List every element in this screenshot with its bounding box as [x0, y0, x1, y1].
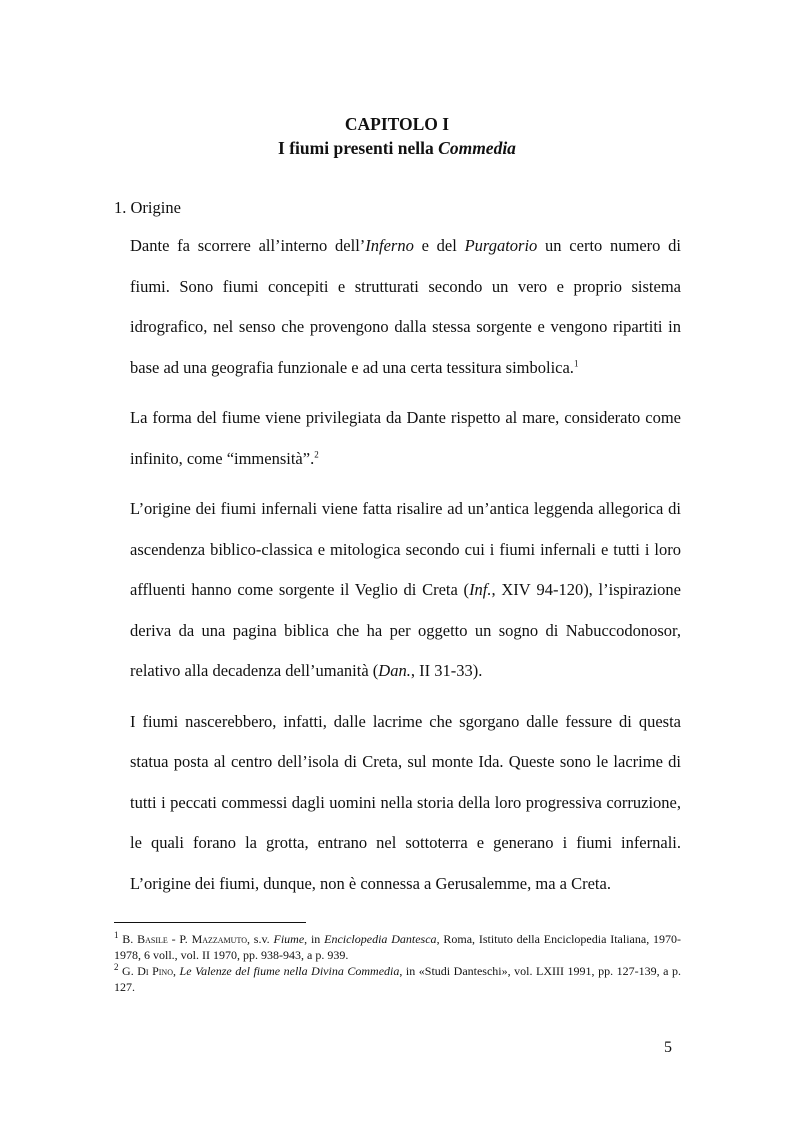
- chapter-label: CAPITOLO I: [344, 114, 450, 134]
- footnote-ref-1[interactable]: 1: [573, 358, 579, 368]
- paragraph-4: I fiumi nascerebbero, infatti, dalle lacrime che sgorgano dalle fessure di questa statua posta al centro dell’isola di Creta, sul monte Ida. Queste sono le lacrime di tutti i peccati commessi dagli uomini nella storia della loro progressiva corruzione, le quali forano la grotta, entrano nel sottoterra e generano i fiumi infernali. L’origine dei fiumi, dunque, non è connessa a Gerusalemme, ma a Creta.: [130, 711, 681, 893]
- footnotes: [114, 931, 681, 995]
- body-text: [130, 226, 681, 904]
- footnote-1: $^1$ B. Basile - P. Mazzamuto, s.v. Fiume, in Enciclopedia Dantesca, Roma, Istituto della Enciclopedia Italiana, 1970-1978, 6 voll., vol. II 1970, pp. 938-943, a p. 939.: [114, 930, 681, 962]
- paragraph-1: Dante fa scorrere all’interno dell’Inferno e del Purgatorio un certo numero di fiumi. Sono fiumi concepiti e strutturati secondo un vero e proprio sistema idrografico, nel senso che provengono dalla stessa sorgente e vengono ripartiti in base ad una geografia funzionale e ad una certa tessitura simbolica.$^1$: [130, 236, 681, 377]
- paragraph-3: L’origine dei fiumi infernali viene fatta risalire ad un’antica leggenda allegorica di ascendenza biblico-classica e mitologica secondo cui i fiumi infernali e tutti i loro affluenti hanno come sorgente il Veglio di Creta (Inf., XIV 94-120), l’ispirazione deriva da una pagina biblica che ha per oggetto un sogno di Nabuccodonosor, relativo alla decadenza dell’umanità (Dan., II 31-33).: [130, 499, 681, 680]
- paragraph-2: La forma del fiume viene privilegiata da Dante rispetto al mare, considerato come infinito, come “immensità”.$^2$: [130, 408, 681, 468]
- chapter-heading: [0, 112, 794, 160]
- page-number: 5: [664, 1039, 672, 1056]
- footnote-ref-2[interactable]: 2: [314, 449, 319, 459]
- footnote-divider: [114, 922, 306, 923]
- chapter-title: I fiumi presenti nella Commedia: [278, 138, 516, 158]
- footnote-2: $^2$ G. Di Pino, Le Valenze del fiume nella Divina Commedia, in «Studi Danteschi», vol. LXIII 1991, pp. 127-139, a p. 127.: [114, 962, 681, 994]
- section-heading: 1. Origine: [114, 198, 181, 217]
